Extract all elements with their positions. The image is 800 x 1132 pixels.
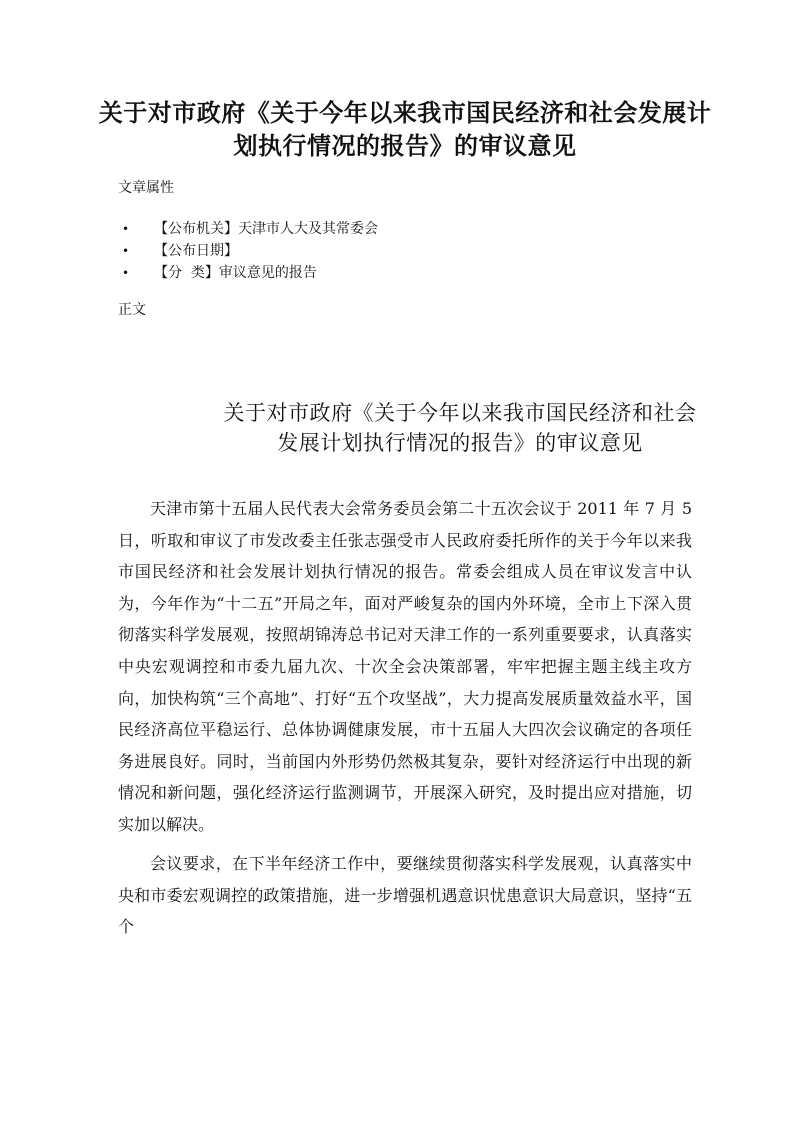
bullet-icon: • [122,266,130,280]
property-item-category [118,262,378,284]
document-title: 关于对市政府《关于今年以来我市国民经济和社会发展计划执行情况的报告》的审议意见 [98,98,712,160]
bullet-icon: • [122,244,130,258]
bullet-icon: • [122,222,130,236]
property-item-publisher [118,218,378,240]
body-heading: 正文 [118,302,146,318]
property-item-date [118,240,378,262]
property-text: 【公布日期】 [154,243,238,259]
property-text: 【分 类】审议意见的报告 [154,265,317,281]
properties-list [118,218,378,284]
body-title: 关于对市政府《关于今年以来我市国民经济和社会发展计划执行情况的报告》的审议意见 [223,401,697,455]
properties-heading: 文章属性 [118,180,174,196]
property-text: 【公布机关】天津市人大及其常委会 [154,221,378,237]
body-paragraph: 天津市第十五届人民代表大会常务委员会第二十五次会议于 2011 年 7 月 5 日，听取和审议了市发改委主任张志强受市人民政府委托所作的关于今年以来我市国民经济和社会发展计划执行情况的报告。常委会组成人员在审议发言中认为，今年作为“十二五”开局之年，面对严峻复杂的国内外环境，全市上下深入贯彻落实科学发展观，按照胡锦涛总书记对天津工作的一系列重要要求，认真落实中央宏观调控和市委九届九次、十次全会决策部署，牢牢把握主题主线主攻方向，加快构筑“三个高地”、打好“五个攻坚战”，大力提高发展质量效益水平，国民经济高位平稳运行、总体协调健康发展，市十五届人大四次会议确定的各项任务进展良好。同时，当前国内外形势仍然极其复杂，要针对经济运行中出现的新情况和新问题，强化经济运行监测调节，开展深入研究，及时提出应对措施，切实加以解决。 [118,499,692,834]
body-paragraph: 会议要求，在下半年经济工作中，要继续贯彻落实科学发展观，认真落实中央和市委宏观调控的政策措施，进一步增强机遇意识忧患意识大局意识，坚持“五个 [118,854,692,937]
